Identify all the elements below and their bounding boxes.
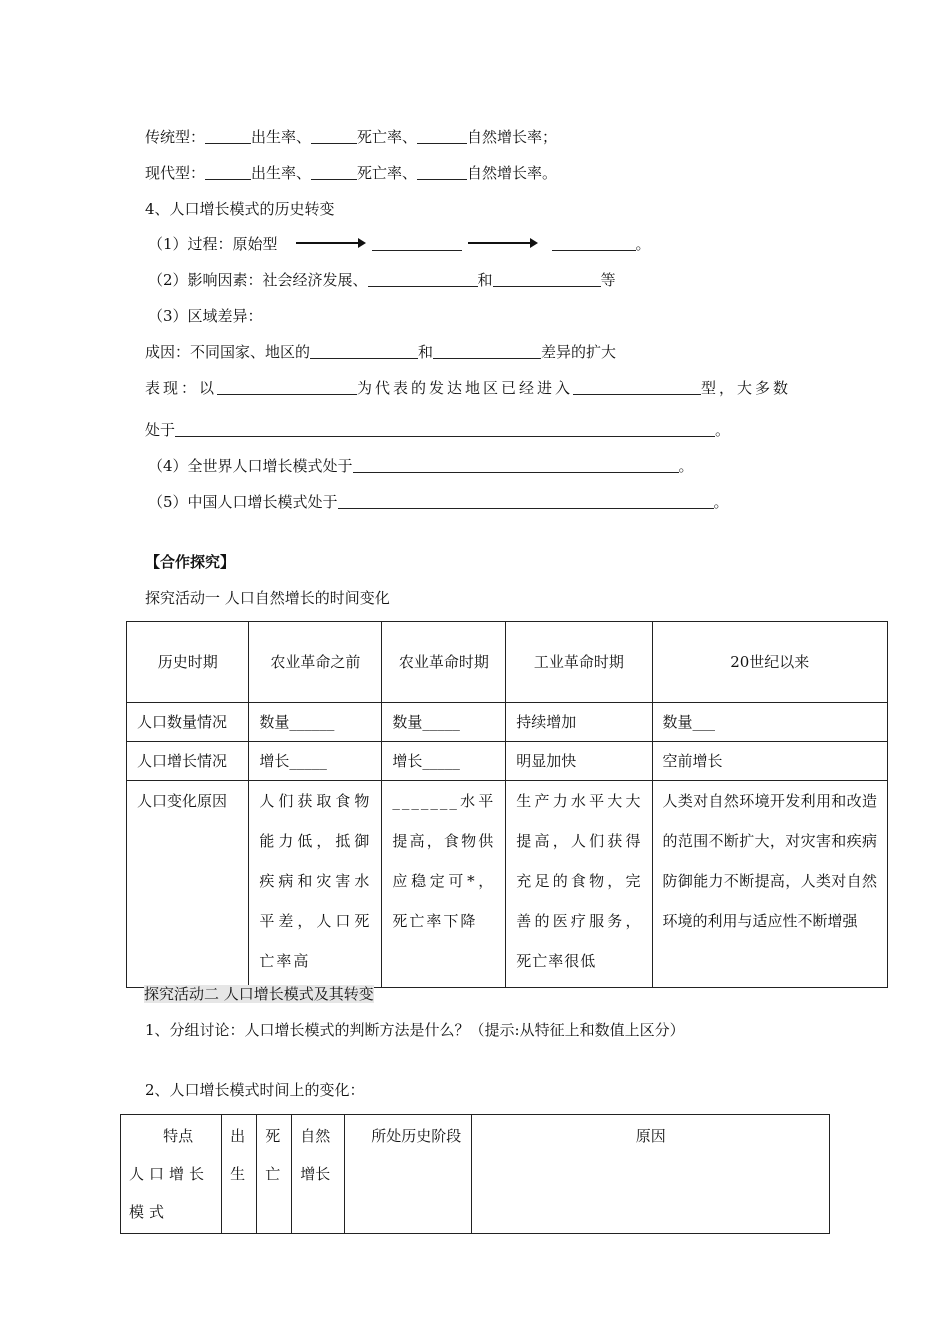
blank-field[interactable] — [552, 236, 636, 251]
table-header-cell: 历史时期 — [127, 622, 249, 703]
table-header-cell: 农业革命时期 — [382, 622, 506, 703]
cause-line — [145, 342, 616, 362]
blank-field[interactable] — [311, 165, 357, 180]
table-row — [127, 781, 888, 988]
blank-field[interactable] — [311, 129, 357, 144]
china-pattern-label: （5）中国人口增长模式处于 — [148, 493, 338, 511]
blank-field[interactable] — [493, 272, 601, 287]
corner-bottom-label: 人口增长模式 — [129, 1165, 210, 1221]
corner-top-label: 特点 — [163, 1127, 194, 1145]
performance-line — [145, 378, 791, 398]
blank-field[interactable] — [573, 380, 701, 395]
blank-field[interactable] — [310, 344, 418, 359]
blank-field[interactable] — [417, 165, 467, 180]
table-header-cell: 工业革命时期 — [506, 622, 652, 703]
natural-rate-label: 自然增长率； — [467, 128, 558, 146]
blank-field[interactable] — [217, 380, 357, 395]
table-cell: 持续增加 — [506, 703, 652, 742]
blank-field[interactable] — [205, 165, 251, 180]
arrow-right-icon — [468, 242, 536, 244]
factors-and: 和 — [477, 271, 493, 289]
located-line — [145, 420, 730, 440]
located-end: 。 — [715, 421, 731, 439]
table-header-row — [127, 622, 888, 703]
cooperation-title: 【合作探究】 — [145, 553, 236, 571]
performance-mid: 为代表的发达地区已经进入 — [357, 379, 574, 397]
arrow-right-icon — [296, 242, 364, 244]
traditional-type-line — [145, 127, 557, 147]
section-heading-4: 4、人口增长模式的历史转变 — [145, 200, 335, 218]
natural-rate-label: 自然增长率。 — [467, 164, 558, 182]
table-header-cell: 农业革命之前 — [249, 622, 382, 703]
activity-two-title — [144, 984, 374, 1004]
cause-and: 和 — [418, 343, 434, 361]
blank-field[interactable] — [433, 344, 541, 359]
blank-field[interactable] — [417, 129, 467, 144]
population-growth-table — [126, 621, 888, 988]
blank-field[interactable] — [175, 422, 715, 437]
blank-field[interactable] — [372, 236, 462, 251]
death-rate-label: 死亡率、 — [357, 128, 418, 146]
table-cell: 人们获取食物能力低，抵御疾病和灾害水平差，人口死亡率高 — [249, 781, 382, 988]
world-pattern-label: （4）全世界人口增长模式处于 — [148, 457, 353, 475]
table-header-cell: 原因 — [472, 1115, 830, 1234]
table-cell: 人口数量情况 — [127, 703, 249, 742]
growth-pattern-table — [120, 1114, 830, 1234]
table-cell: 空前增长 — [652, 742, 888, 781]
modern-label: 现代型： — [145, 164, 206, 182]
table-cell: 人口变化原因 — [127, 781, 249, 988]
corner-header-cell — [121, 1115, 222, 1234]
traditional-label: 传统型： — [145, 128, 206, 146]
table-header-cell: 20世纪以来 — [652, 622, 888, 703]
pattern-change-title: 2、人口增长模式时间上的变化： — [145, 1081, 365, 1099]
blank-field[interactable] — [338, 494, 714, 509]
table-header-cell: 出生 — [222, 1115, 257, 1234]
discussion-question: 1、分组讨论：人口增长模式的判断方法是什么？（提示:从特征上和数值上区分） — [145, 1021, 685, 1039]
world-pattern-line — [148, 456, 694, 476]
table-cell: 数量_____ — [382, 703, 506, 742]
table-header-cell: 死亡 — [257, 1115, 292, 1234]
birth-rate-label: 出生率、 — [251, 128, 312, 146]
cause-label: 成因：不同国家、地区的 — [145, 343, 311, 361]
table-cell: 人类对自然环境开发利用和改造的范围不断扩大，对灾害和疾病防御能力不断提高，人类对自然环境的利用与适应性不断增强 — [652, 781, 888, 988]
located-label: 处于 — [145, 421, 176, 439]
table-cell: 增长_____ — [249, 742, 382, 781]
factors-label: （2）影响因素：社会经济发展、 — [148, 271, 368, 289]
factors-end: 等 — [600, 271, 616, 289]
death-rate-label: 死亡率、 — [357, 164, 418, 182]
cause-end: 差异的扩大 — [541, 343, 617, 361]
table-cell: 数量___ — [652, 703, 888, 742]
process-label: （1）过程：原始型 — [148, 235, 278, 253]
table-header-cell: 自然增长 — [292, 1115, 345, 1234]
table-row — [127, 703, 888, 742]
blank-field[interactable] — [368, 272, 478, 287]
table-cell: 明显加快 — [506, 742, 652, 781]
activity-two-text: 探究活动二 人口增长模式及其转变 — [144, 985, 374, 1003]
table-header-row — [121, 1115, 830, 1234]
table-cell: 增长_____ — [382, 742, 506, 781]
process-line — [148, 234, 651, 254]
factors-line — [148, 270, 616, 290]
process-end: 。 — [635, 235, 651, 253]
blank-field[interactable] — [353, 458, 679, 473]
table-cell: 数量______ — [249, 703, 382, 742]
blank-field[interactable] — [205, 129, 251, 144]
table-cell: 人口增长情况 — [127, 742, 249, 781]
performance-end: 型，大多数 — [701, 379, 792, 397]
modern-type-line — [145, 163, 557, 183]
birth-rate-label: 出生率、 — [251, 164, 312, 182]
china-pattern-line — [148, 492, 729, 512]
table-cell: _______水平提高，食物供应稳定可*，死亡率下降 — [382, 781, 506, 988]
table-header-cell: 所处历史阶段 — [345, 1115, 472, 1234]
table-cell: 生产力水平大大提高，人们获得充足的食物，完善的医疗服务，死亡率很低 — [506, 781, 652, 988]
table-row — [127, 742, 888, 781]
china-pattern-end: 。 — [713, 493, 729, 511]
activity-one-title: 探究活动一 人口自然增长的时间变化 — [145, 589, 390, 607]
regional-difference-label: （3）区域差异： — [148, 307, 263, 325]
world-pattern-end: 。 — [678, 457, 694, 475]
performance-label: 表现：以 — [145, 379, 218, 397]
